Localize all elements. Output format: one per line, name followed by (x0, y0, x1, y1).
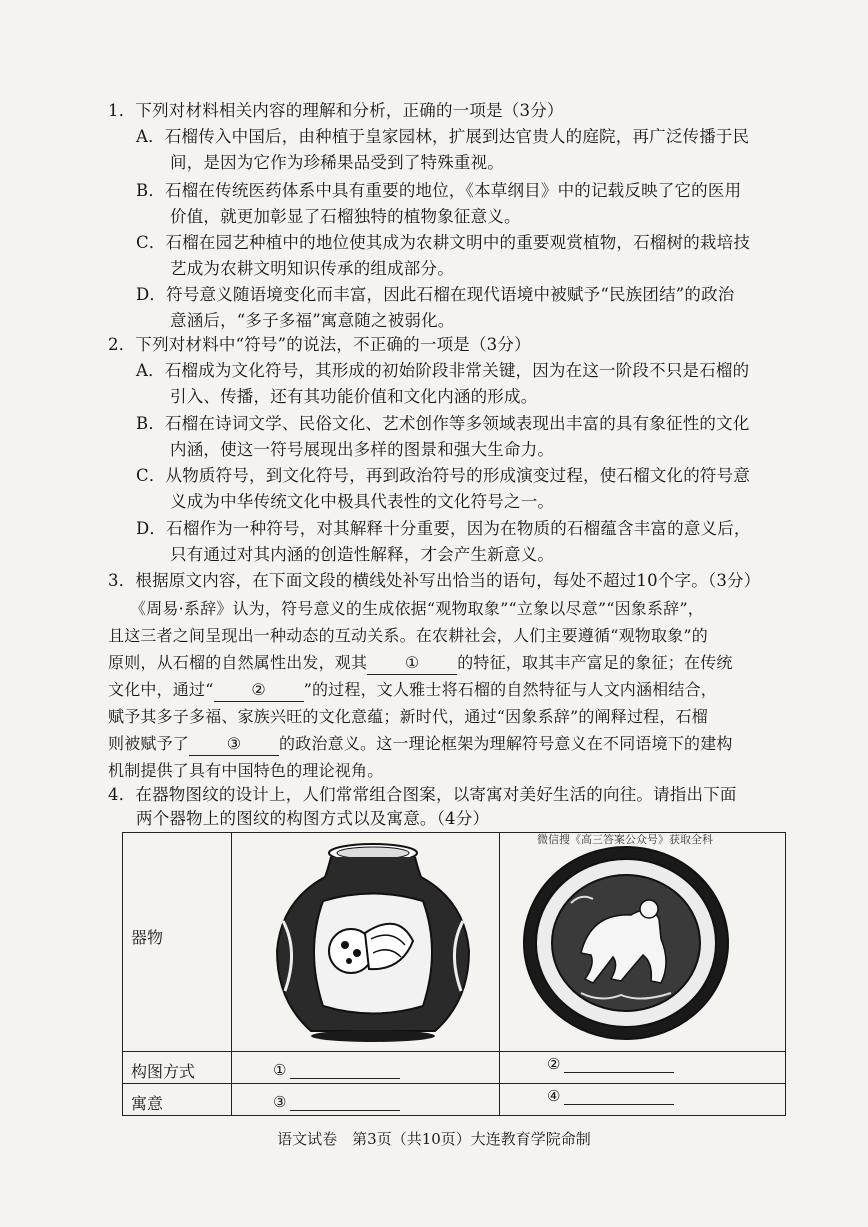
q3-para-line-6: 则被赋予了 ③ 的政治意义。这一理论框架为理解符号意义在不同语境下的建构 (108, 733, 733, 756)
q3-stem: 3．根据原文内容，在下面文段的横线处补写出恰当的语句，每处不超过10个字。（3分） (108, 571, 761, 590)
q1-option-a-cont: 间，是因为它作为珍稀果品受到了特殊重视。 (170, 153, 504, 172)
answer-3[interactable]: ③ (273, 1093, 400, 1111)
q2-option-c-cont: 义成为中华传统文化中极具代表性的文化符号之一。 (170, 492, 555, 511)
row-label-meaning: 寓意 (131, 1094, 164, 1113)
q1-option-d-cont: 意涵后，“多子多福”寓意随之被弱化。 (170, 311, 455, 330)
q3-para-line-1: 《周易·系辞》认为，符号意义的生成依据“观物取象”“立象以尽意”“因象系辞”， (130, 599, 704, 618)
q3-para-line-7: 机制提供了具有中国特色的理论视角。 (108, 761, 384, 780)
table-divider-col1 (231, 833, 232, 1115)
row-label-object: 器物 (131, 928, 164, 947)
q3-para-line-4: 文化中，通过“ ② ”的过程，文人雅士将石榴的自然特征与人文内涵相结合， (108, 679, 717, 702)
q3-para-line-3: 原则，从石榴的自然属性出发，观其 ① 的特征，取其丰产富足的象征；在传统 (108, 652, 733, 675)
page-footer: 语文试卷 第3页（共10页）大连教育学院命制 (277, 1130, 591, 1148)
q4-stem: 4．在器物图纹的设计上，人们常常组合图案，以寄寓对美好生活的向往。请指出下面 (108, 785, 737, 804)
table-divider-col2 (499, 833, 500, 1115)
q3-para-line-5: 赋予其多子多福、家族兴旺的文化意蕴；新时代，通过“因象系辞”的阐释过程，石榴 (108, 707, 708, 726)
q4-stem-cont: 两个器物上的图纹的构图方式以及寓意。（4分） (136, 809, 490, 828)
q3-blank-3[interactable]: ③ (189, 733, 279, 756)
q2-stem: 2．下列对材料中“符号”的说法，不正确的一项是（3分） (108, 335, 531, 354)
q1-stem: 1．下列对材料相关内容的理解和分析，正确的一项是（3分） (108, 101, 564, 120)
q1-option-c-cont: 艺成为农耕文明知识传承的组成部分。 (170, 259, 454, 278)
q1-option-c: C．石榴在园艺种植中的地位使其成为农耕文明中的重要观赏植物，石榴树的栽培技 (136, 233, 751, 252)
row-label-composition: 构图方式 (131, 1062, 196, 1081)
q2-option-c: C．从物质符号，到文化符号，再到政治符号的形成演变过程，使石榴文化的符号意 (136, 466, 751, 485)
q2-option-a-cont: 引入、传播，还有其功能价值和文化内涵的形成。 (170, 387, 538, 406)
q2-option-b-cont: 内涵，使这一符号展现出多样的图景和强大生命力。 (170, 440, 555, 459)
table-divider-row2 (123, 1083, 785, 1084)
answer-2[interactable]: ② (547, 1055, 674, 1073)
q1-option-b-cont: 价值，就更加彰显了石榴独特的植物象征意义。 (170, 207, 521, 226)
q1-option-b: B．石榴在传统医药体系中具有重要的地位，《本草纲目》中的记载反映了它的医用 (136, 181, 742, 200)
q4-table (122, 832, 786, 1116)
q2-option-a: A．石榴成为文化符号，其形成的初始阶段非常关键，因为在这一阶段不只是石榴的 (136, 361, 750, 380)
pomegranate-jar-image (273, 841, 473, 1046)
answer-4[interactable]: ④ (547, 1087, 674, 1105)
q3-blank-1[interactable]: ① (367, 652, 457, 675)
q1-option-a: A．石榴传入中国后，由种植于皇家园林，扩展到达官贵人的庭院，再广泛传播于民 (136, 127, 750, 146)
q3-para-line-2: 且这三者之间呈现出一种动态的互动关系。在农耕社会，人们主要遵循“观物取象”的 (108, 626, 708, 645)
horse-monkey-plate-image (521, 843, 731, 1043)
answer-1[interactable]: ① (273, 1061, 400, 1079)
q2-option-d: D．石榴作为一种符号，对其解释十分重要，因为在物质的石榴蕴含丰富的意义后， (136, 519, 751, 538)
q2-option-d-cont: 只有通过对其内涵的创造性解释，才会产生新意义。 (170, 545, 555, 564)
watermark-text: 微信搜《高三答案公众号》获取全科 (537, 833, 713, 846)
q2-option-b: B．石榴在诗词文学、民俗文化、艺术创作等多领域表现出丰富的具有象征性的文化 (136, 414, 750, 433)
table-divider-row1 (123, 1051, 785, 1052)
q3-blank-2[interactable]: ② (214, 679, 304, 702)
q1-option-d: D．符号意义随语境变化而丰富，因此石榴在现代语境中被赋予“民族团结”的政治 (136, 285, 735, 304)
